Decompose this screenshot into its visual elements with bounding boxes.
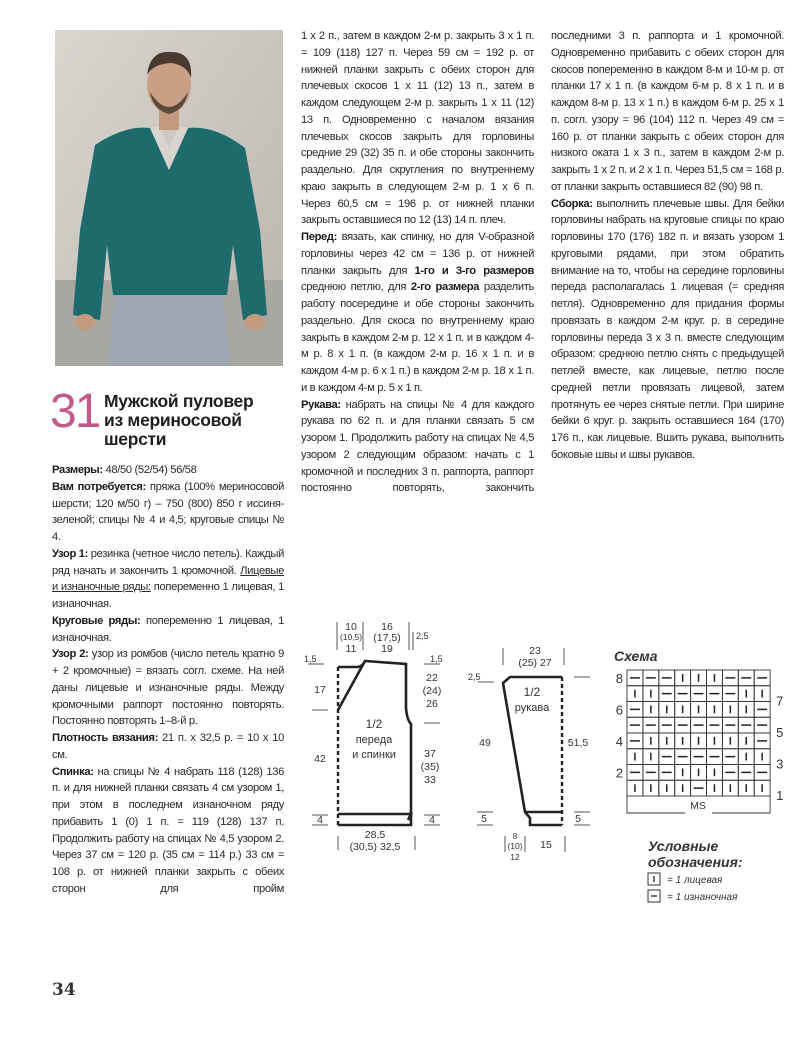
- text: набрать на спицы № 4 для каждого рукава по 62 п. и для планки связать 5 см узором 1. Продолжить работу на спицах № 4,5 узором 2 следующим образом: начать с 1 кромочной и последних 3 п. раппорта, раппорт постоянно повторять, закончить: [301, 398, 534, 495]
- sleeves-continued-paragraph: последними 3 п. раппорта и 1 кромочной. Одновременно прибавить с обеих сторон для скосов попеременно в каждом 8-м и 10-м р. от планки 17 х 1 п. (в каждом 6-м р. 8 х 1 п. и в каждом 8-м р. 13 х 1 п.) в каждом 6-м р. 25 х 1 п. согл. узору = 96 (104) 112 п. Через 49 см = 160 р. от планки закрыть с обеих сторон для низкого оката 1 х 3 п., затем в каждом 2-м р. закрыть 1 х 2 п. и 2 х 1 п. Через 51,5 см = 168 р. от планки закрыть оставшиеся 82 (90) 98 п.: [551, 30, 784, 193]
- dim-label: 8: [512, 831, 518, 841]
- row-number: 1: [776, 788, 784, 804]
- legend-purl: [648, 890, 738, 903]
- dim-label: (25) 27: [518, 657, 552, 669]
- dim-label: 4: [317, 814, 323, 826]
- row-number: 8: [615, 670, 623, 686]
- back-continued-paragraph: 1 х 2 п., затем в каждом 2-м р. закрыть 3 х 1 п. = 109 (118) 127 п. Через 59 см = 192 р. от нижней планки закрыть с обеих сторон для плечевых скосов 1 х 11 (12) 13 п., затем в каждом следующем 2-м р. закрыть 1 х 11 (12) 13 п. Одновременно с началом вязания плечевых скосов закрыть для горловины средние 29 (32) 35 п. и обе стороны закончить раздельно. Для скругления по внутреннему краю закрыть в следующем 2-м р. 1 х 6 п. Через 60,5 см = 196 р. от нижней планки закрыть оставшиеся по 12 (13) 14 п. плеч.: [301, 30, 534, 227]
- dim-label: 28,5: [364, 829, 386, 841]
- piece-label: 1/2: [523, 685, 541, 699]
- piece-label: переда: [355, 734, 393, 746]
- row-number: 3: [776, 756, 784, 772]
- label: Размеры:: [52, 464, 103, 476]
- text: среднюю петлю, для: [301, 281, 411, 294]
- dim-label: (24): [422, 685, 442, 697]
- dim-label: 42: [314, 753, 326, 765]
- label: Рукава:: [301, 398, 341, 411]
- label: Узор 2:: [52, 648, 89, 661]
- repeat-label: MS: [690, 800, 706, 812]
- sleeve-pattern-diagram: [468, 645, 590, 862]
- title-line: шерсти: [104, 429, 167, 449]
- text: на спицы № 4 набрать 118 (128) 136 п. и для нижней планки связать 4 см узором 1, при этом в последнем изнаночном ряду прибавить 1 (0) 1 п. = 119 (128) 137 п. Продолжить работу на спицах № 4,5 узором 2. Через 37 см = 120 р. (35 см = 114 р.) 33 см = 108 р. от нижней планки закрыть с обеих сторон для пройм: [52, 765, 284, 895]
- dim-label: (35): [420, 761, 440, 773]
- pattern-number: 31: [50, 385, 100, 438]
- text: выполнить плечевые швы. Для бейки горловины набрать на круговые спицы по краю горловины 170 (176) 182 п. и вязать узором 1 круговыми рядами, при этом обратить внимание на то, чтобы на середине горловины переда располагалась 1 лицевая (= средняя петля). Одновременно для придания формы провязать в каждом 2-м круг. р. в середине горловины переда 3 х 3 п. вместе следующим образом: среднюю петлю снять с предыдущей петлей вместе, как лицевые, петлю после средней петли провязать лицевой, затем протянуть ее через снятые петли. При ширине бейки 6 круг. р. закрыть оставшиеся 164 (170) 176 п., как лицевые. Вшить рукава, выполнить боковые швы и швы рукавов.: [551, 197, 784, 461]
- stitch-scheme: [614, 648, 783, 903]
- dim-label: 19: [381, 643, 393, 655]
- dim-label: 1,5: [430, 654, 443, 664]
- row-number: 4: [615, 733, 623, 749]
- text: 48/50 (52/54) 56/58: [102, 464, 197, 476]
- label: Узор 1:: [52, 547, 88, 560]
- label: Перед:: [301, 231, 338, 243]
- dim-label: 15: [540, 839, 552, 851]
- text: попеременно 1 лицевая, 1 изнаночная.: [52, 614, 284, 644]
- label: Спинка:: [52, 765, 94, 778]
- label: Плотность вязания:: [52, 732, 158, 744]
- text: 21 п. х 32,5 р. = 10 х 10 см.: [52, 732, 284, 761]
- legend-knit: [648, 873, 723, 886]
- dim-label: 16: [381, 621, 393, 633]
- body-pattern-diagram: [304, 621, 443, 853]
- piece-label: 1/2: [365, 717, 383, 731]
- dim-label: (30,5) 32,5: [349, 841, 401, 853]
- dim-label: 12: [510, 852, 520, 862]
- underlined-text: Лицевые и изнаночные ряды:: [52, 564, 284, 594]
- label: Вам потребуется:: [52, 480, 146, 493]
- text: пряжа (100% мериносовой шерсти; 120 м/50 г) – 750 (800) 850 г иссиня-зеленой; спицы № 4 и 4,5; круговые спицы № 4.: [52, 480, 284, 543]
- piece-label: рукава: [514, 702, 550, 714]
- dim-label: (10): [507, 841, 523, 851]
- scheme-grid: [616, 670, 784, 813]
- dim-label: 26: [426, 698, 438, 710]
- row-number: 5: [776, 725, 784, 741]
- row-number: 7: [776, 693, 784, 709]
- dim-label: 11: [345, 643, 357, 655]
- dim-label: 22: [426, 672, 438, 684]
- row-number: 6: [615, 702, 623, 718]
- dim-label: 4: [429, 814, 435, 826]
- title-line: Мужской пуловер: [104, 391, 254, 411]
- legend-title: Условные: [648, 838, 719, 854]
- page-number: 34: [52, 980, 76, 1000]
- bold-text: 2-го размера: [410, 281, 480, 294]
- dim-label: 2,5: [468, 672, 481, 682]
- text: узор из ромбов (число петель кратно 9 + 2 кромочные) = вязать согл. схеме. На ней даны лицевые и изнаночные ряды. Между кромочными раппорт постоянно повторять. Постоянно повторять 1–8-й р.: [52, 648, 284, 728]
- text: попеременно 1 лицевая, 1 изнаночная.: [52, 581, 284, 610]
- dim-label: 23: [529, 645, 541, 657]
- row-number: 2: [615, 765, 623, 781]
- dim-label: 5: [481, 813, 487, 825]
- dim-label: 5: [575, 813, 581, 825]
- dim-label: (17,5): [373, 632, 401, 644]
- dim-label: 17: [314, 684, 326, 696]
- legend-text: = 1 изнаночная: [667, 892, 738, 903]
- bold-text: 1-го и 3-го размеров: [414, 264, 534, 277]
- label: Сборка:: [551, 197, 593, 210]
- title-line: из мериносовой: [104, 410, 242, 430]
- text: вязать, как спинку, но для V-образной горловины через 42 см = 136 р. от нижней планки закрыть для: [301, 231, 534, 277]
- scheme-title: Схема: [614, 648, 658, 664]
- legend-title: обозначения:: [648, 854, 743, 870]
- dim-label: 37: [424, 748, 436, 760]
- dim-label: 10: [345, 621, 357, 633]
- dim-label: 51,5: [567, 737, 589, 749]
- dim-label: 33: [424, 774, 436, 786]
- text: разделить работу посередине и обе стороны закончить раздельно. Для скоса по внутреннему краю закрыть в каждом 2-м р. 12 х 1 п. и в каждом 4-м р. 8 х 1 п. (в каждом 2-м р. 16 х 1 п. и в каждом 4-м р. 6 х 1 п.) в каждом 2-м р. 18 х 1 п. и в каждом 4-м р. 5 х 1 п.: [301, 281, 535, 394]
- label: Круговые ряды:: [52, 614, 141, 627]
- dim-label: 2,5: [416, 631, 429, 641]
- dim-label: 49: [479, 737, 491, 749]
- text: резинка (четное число петель). Каждый ряд начать и закончить 1 кромочной.: [52, 547, 285, 577]
- legend-text: = 1 лицевая: [667, 875, 723, 886]
- piece-label: и спинки: [352, 749, 396, 761]
- dim-label: 1,5: [304, 654, 317, 664]
- dim-label: (10,5): [339, 632, 363, 642]
